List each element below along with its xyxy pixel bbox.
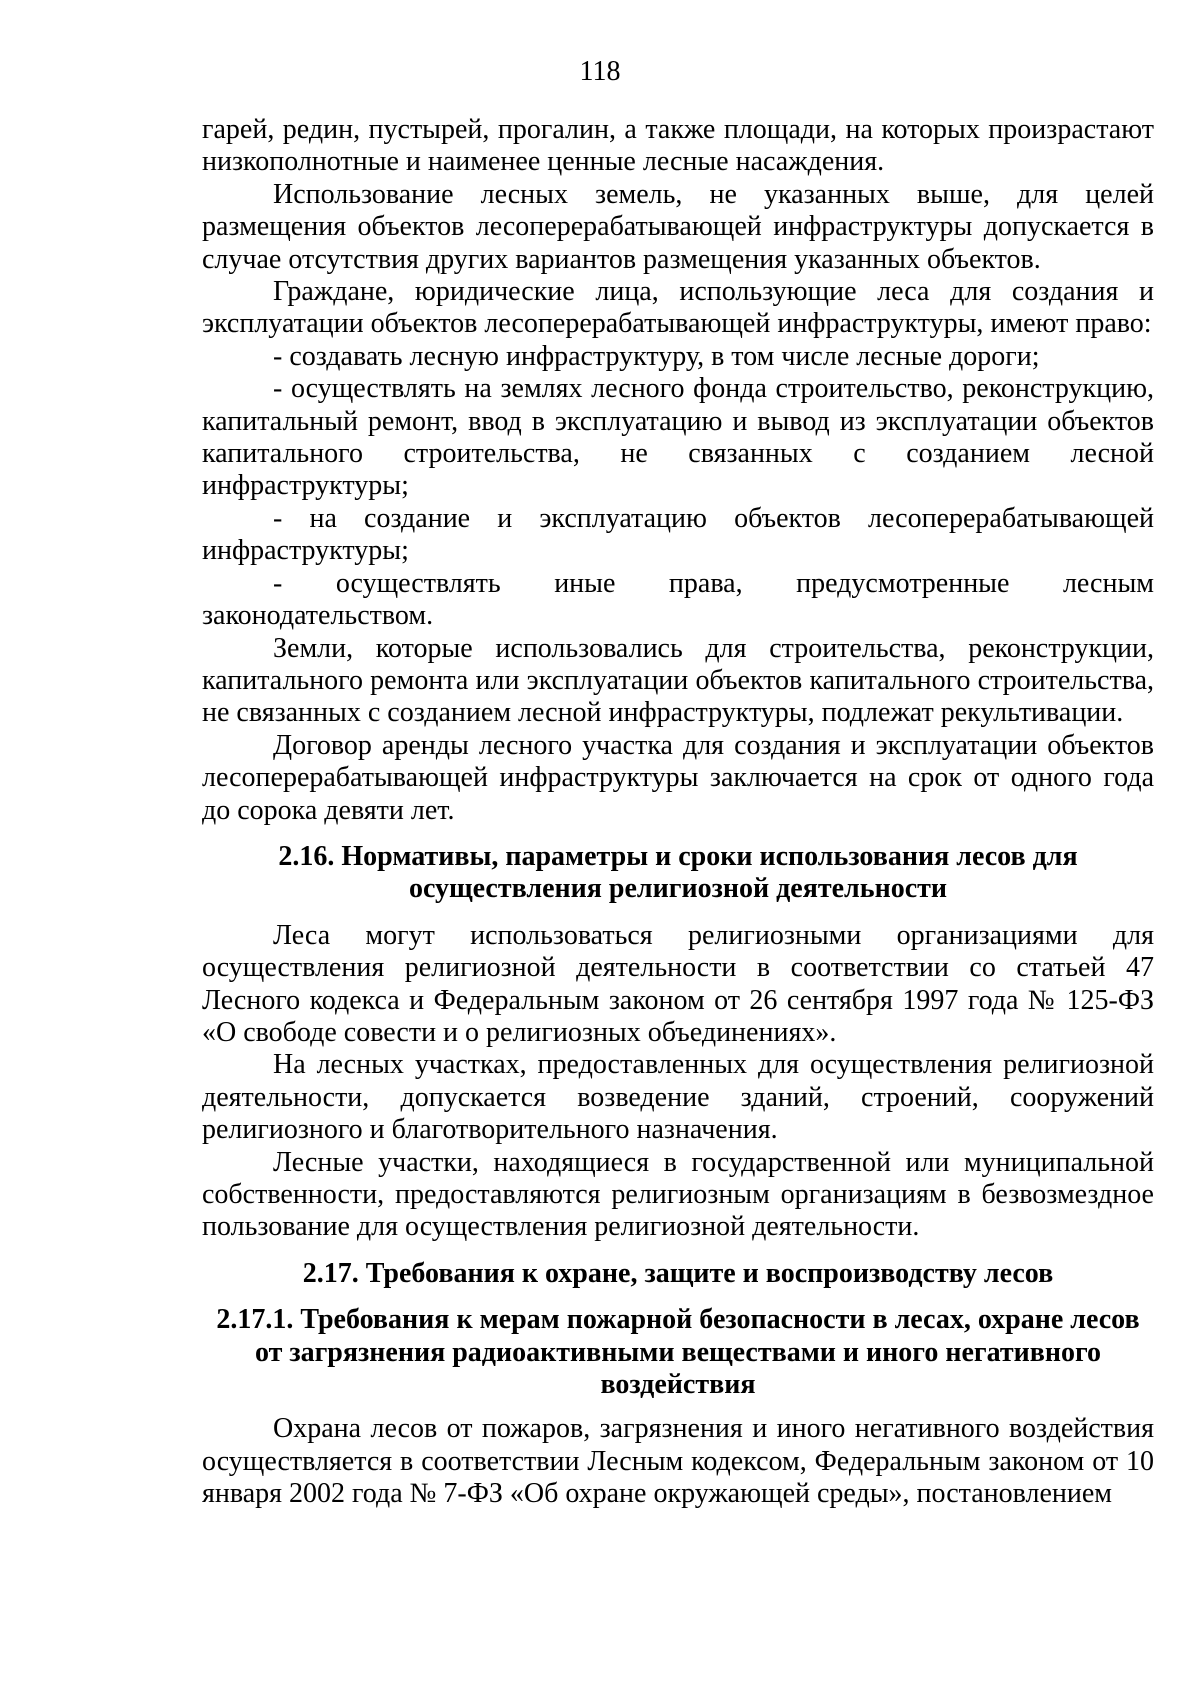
document-body xyxy=(202,114,1154,1511)
paragraph: Земли, которые использовались для строительства, реконструкции, капитального ремонта или эксплуатации объектов капитального строительства, не связанных с созданием лесной инфраструктуры, подлежат рекультивации. xyxy=(202,632,1154,729)
paragraph: На лесных участках, предоставленных для осуществления религиозной деятельности, допускается возведение зданий, строений, сооружений религиозного и благотворительного назначения. xyxy=(202,1049,1154,1146)
heading-line: от загрязнения радиоактивными веществами и иного негативного xyxy=(254,1336,1102,1368)
paragraph: Граждане, юридические лица, использующие леса для создания и эксплуатации объектов лесоперерабатывающей инфраструктуры, имеют право: xyxy=(202,276,1154,340)
list-item: - осуществлять иные права, предусмотренные лесным законодательством. xyxy=(202,567,1154,632)
paragraph: Договор аренды лесного участка для создания и эксплуатации объектов лесоперерабатывающей инфраструктуры заключается на срок от одного года до сорока девяти лет. xyxy=(202,729,1154,826)
heading-line: 2.17.1. Требования к мерам пожарной безопасности в лесах, охране лесов xyxy=(216,1304,1140,1336)
heading-line: 2.17. Требования к охране, защите и воспроизводству лесов xyxy=(302,1257,1054,1289)
page-number: 118 xyxy=(579,56,621,87)
subsection-heading-2-17-1 xyxy=(202,1304,1154,1401)
paragraph: Охрана лесов от пожаров, загрязнения и иного негативного воздействия осуществляется в соответствии Лесным кодексом, Федеральным законом от 10 января 2002 года № 7-ФЗ «Об охране окружающей среды», постановлением xyxy=(202,1413,1154,1510)
heading-line: осуществления религиозной деятельности xyxy=(408,873,948,905)
heading-line: воздействия xyxy=(600,1369,756,1401)
section-heading-2-17 xyxy=(202,1258,1154,1290)
paragraph: Лесные участки, находящиеся в государственной или муниципальной собственности, предоставляются религиозным организациям в безвозмездное пользование для осуществления религиозной деятельности. xyxy=(202,1146,1154,1243)
section-heading-2-16 xyxy=(202,841,1154,906)
list-item: - на создание и эксплуатацию объектов лесоперерабатывающей инфраструктуры; xyxy=(202,502,1154,567)
list-item: - создавать лесную инфраструктуру, в том числе лесные дороги; xyxy=(273,340,1040,372)
heading-line: 2.16. Нормативы, параметры и сроки использования лесов для xyxy=(278,840,1078,872)
paragraph: Использование лесных земель, не указанных выше, для целей размещения объектов лесоперерабатывающей инфраструктуры допускается в случае отсутствия других вариантов размещения указанных объектов. xyxy=(202,178,1154,275)
list-item: - осуществлять на землях лесного фонда строительство, реконструкцию, капитальный ремонт, ввод в эксплуатацию и вывод из эксплуатации объектов капитального строительства, не связанных с созданием лесной инфраструктуры; xyxy=(202,373,1154,502)
paragraph: Леса могут использоваться религиозными организациями для осуществления религиозной деятельности в соответствии со статьей 47 Лесного кодекса и Федеральным законом от 26 сентября 1997 года № 125-ФЗ «О свободе совести и о религиозных объединениях». xyxy=(202,919,1154,1048)
paragraph: гарей, редин, пустырей, прогалин, а также площади, на которых произрастают низкополнотные и наименее ценные лесные насаждения. xyxy=(202,114,1154,178)
